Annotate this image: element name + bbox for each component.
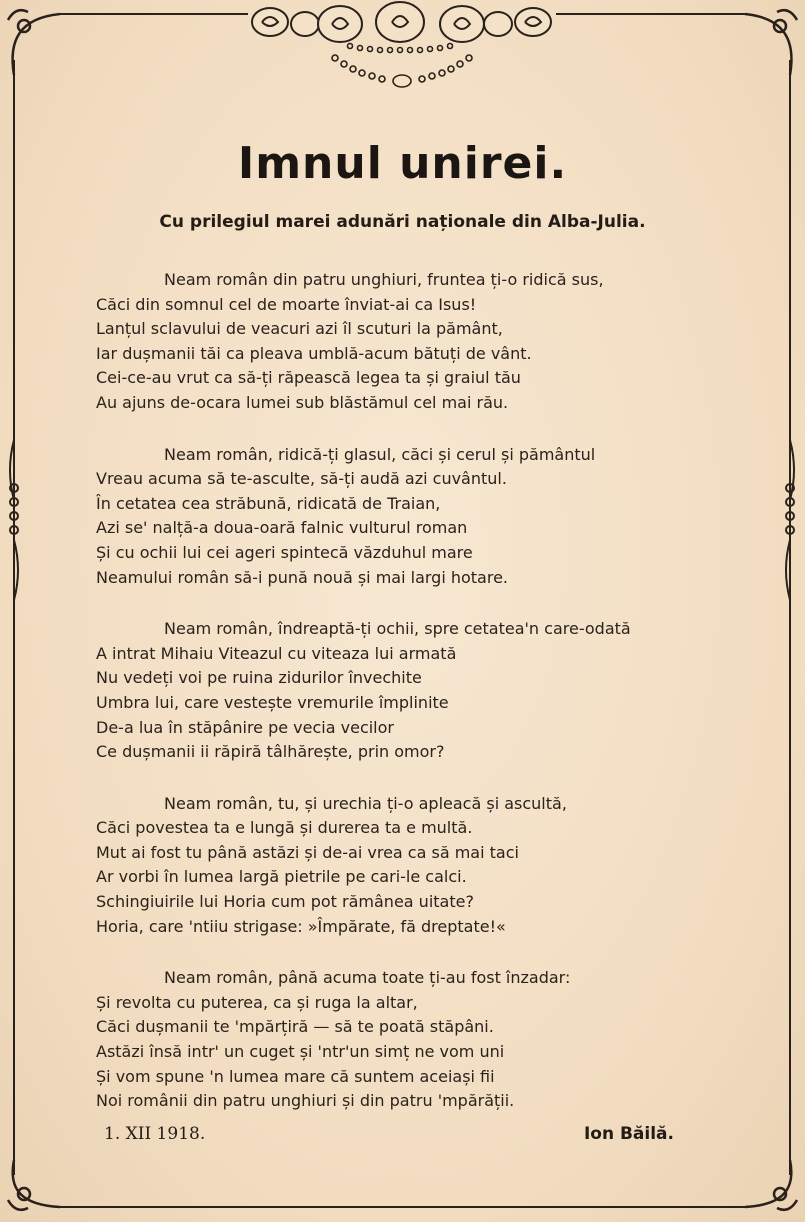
stanza xyxy=(96,792,746,940)
poem-line: Neam român, îndreaptă-ți ochii, spre cetatea'n care-odată xyxy=(164,619,631,639)
poem-line: Neam român din patru unghiuri, fruntea ți-o ridică sus, xyxy=(164,270,604,289)
poem-line: Astăzi însă intr' un cuget și 'ntr'un simț ne vom uni xyxy=(96,1042,505,1062)
poem-line: Iar dușmanii tăi ca pleava umblă-acum bătuți de vânt. xyxy=(96,343,532,363)
poem-line: Și vom spune 'n lumea mare că suntem aceiași fii xyxy=(96,1066,495,1086)
rose-garland-ornament xyxy=(252,2,551,42)
poem-line: Cei-ce-au vrut ca să-ți răpească legea ta și graiul tău xyxy=(96,368,521,388)
poem-line: Vreau acuma să te-asculte, să-ți audă azi cuvântul. xyxy=(96,469,507,489)
poem-line: Căci dușmanii te 'mpărțiră — să te poată stăpâni. xyxy=(96,1017,494,1037)
poem-line: Neamului român să-i pună nouă și mai largi hotare. xyxy=(96,567,509,587)
poem-line: Căci povestea ta e lungă și durerea ta e multă. xyxy=(96,818,473,838)
poem-line: De-a lua în stăpânire pe vecia vecilor xyxy=(96,717,394,737)
poem-author: Ion Băilă. xyxy=(583,1124,674,1144)
poem-line: Ar vorbi în lumea largă pietrile pe cari-le calci. xyxy=(96,867,467,887)
poem-line: Umbra lui, care vestește vremurile împlinite xyxy=(96,692,449,712)
poem-line: Neam român, tu, și urechia ți-o apleacă și ascultă, xyxy=(164,793,567,813)
corner-ornament-top-left xyxy=(8,10,60,75)
poem-line: A intrat Mihaiu Viteazul cu viteaza lui armată xyxy=(96,643,457,663)
poem-line: Neam român, până acuma toate ți-au fost înzadar: xyxy=(164,968,571,988)
corner-ornament-bottom-left xyxy=(8,1160,60,1210)
stanza xyxy=(96,617,746,765)
poem-line: Mut ai fost tu până astăzi și de-ai vrea ca să mai taci xyxy=(96,842,519,862)
stanza xyxy=(96,268,746,416)
poem-line: Și cu ochii lui cei ageri spintecă văzduhul mare xyxy=(96,542,473,562)
poem-body xyxy=(96,268,746,1141)
bead-chain-ornament xyxy=(332,44,472,88)
poem-line: Au ajuns de-ocara lumei sub blăstămul cel mai rău. xyxy=(96,392,509,412)
stanza xyxy=(96,966,746,1114)
poem-line: Azi se' nalță-a doua-oară falnic vulturul roman xyxy=(96,518,468,538)
poem-line: Horia, care 'ntiiu strigase: »Împărate, fă dreptate!« xyxy=(96,916,506,936)
poem-line: Lanțul sclavului de veacuri azi îl scuturi la pământ, xyxy=(96,319,503,339)
poem-date: 1. XII 1918. xyxy=(104,1124,206,1144)
stanza xyxy=(96,443,746,591)
poem-line: Ce dușmanii ii răpiră tâlhărește, prin omor? xyxy=(96,742,445,762)
poem-line: Căci din somnul cel de moarte înviat-ai ca Isus! xyxy=(96,294,477,314)
poem-line: Schingiuirile lui Horia cum pot rămânea uitate? xyxy=(96,892,474,912)
document-subtitle: Cu prilegiul marei adunări naționale din Alba-Julia. xyxy=(159,212,646,232)
document-title: Imnul unirei. xyxy=(237,138,568,189)
poem-line: În cetatea cea străbună, ridicată de Traian, xyxy=(96,493,441,513)
poem-line: Nu vedeți voi pe ruina zidurilor învechite xyxy=(96,668,422,688)
poem-line: Neam român, ridică-ți glasul, căci și cerul și pământul xyxy=(164,444,596,464)
poem-line: Și revolta cu puterea, ca și ruga la altar, xyxy=(96,992,418,1012)
poem-line: Noi românii din patru unghiuri și din patru 'mpărății. xyxy=(96,1091,515,1111)
